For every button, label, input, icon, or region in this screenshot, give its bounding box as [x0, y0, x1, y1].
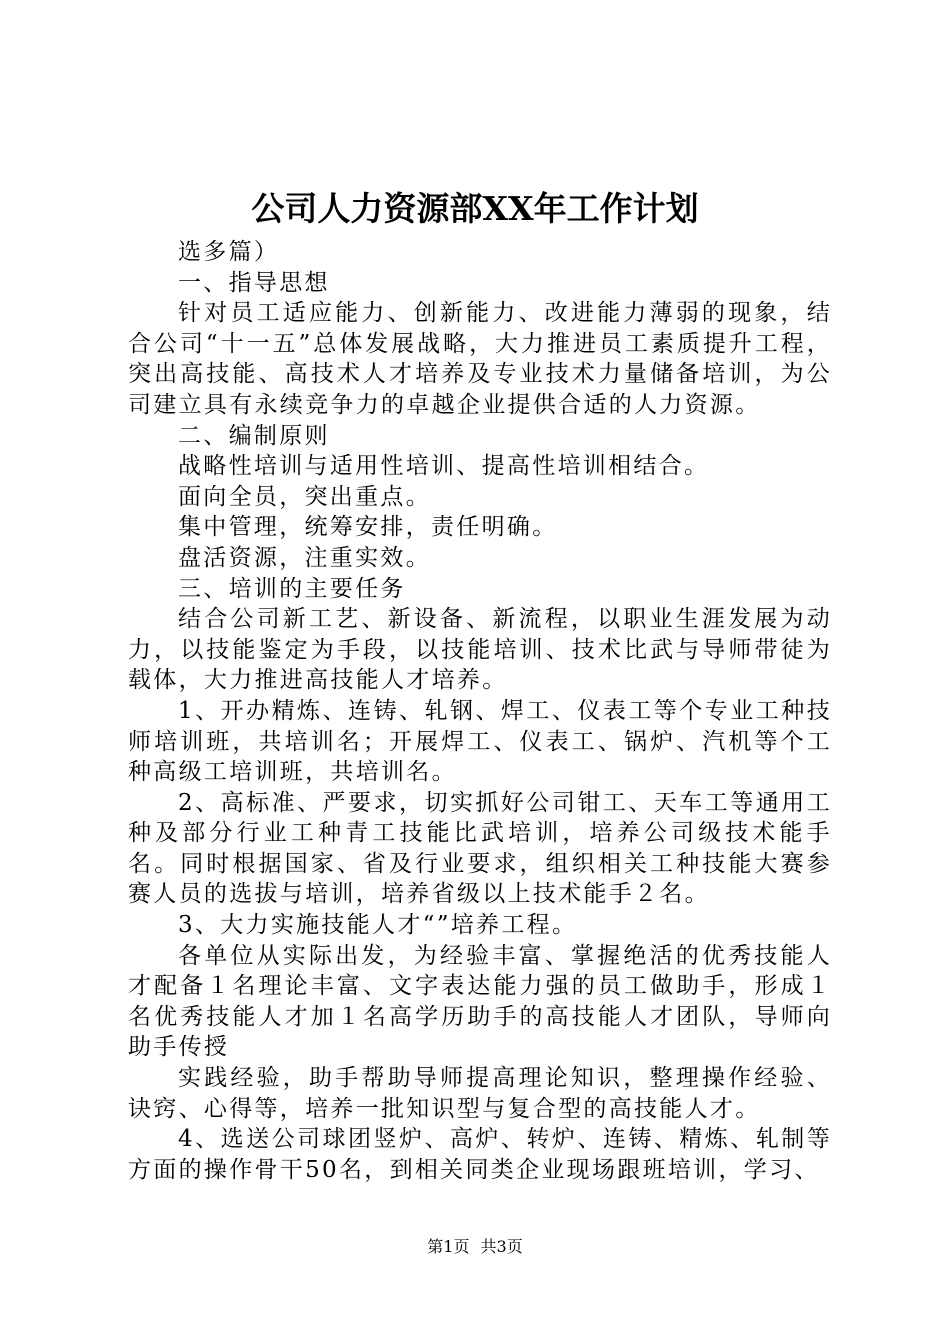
document-body [128, 237, 832, 1185]
paragraph-principle-2: 面向全员，突出重点。 [178, 483, 431, 510]
section-heading-main-tasks: 三、培训的主要任务 [178, 575, 406, 602]
paragraph-task-1: 1、开办精炼、连铸、轧钢、焊工、仪表工等个专业工种技师培训班，共培训名；开展焊工、仪表工、锅炉、汽机等个工种高级工培训班，共培训名。 [128, 697, 832, 786]
paragraph-principle-1: 战略性培训与适用性培训、提高性培训相结合。 [178, 453, 710, 480]
page-number-label: 第1页 [427, 1237, 470, 1256]
paragraph-task-3: 3、大力实施技能人才“”培养工程。 [178, 912, 578, 939]
paragraph-task-3-detail: 各单位从实际出发，为经验丰富、掌握绝活的优秀技能人才配备１名理论丰富、文字表达能力强的员工做助手，形成１名优秀技能人才加１名高学历助手的高技能人才团队，导师向助手传授 [128, 942, 832, 1061]
paragraph-task-4: 4、选送公司球团竖炉、高炉、转炉、连铸、精炼、轧制等方面的操作骨干50名，到相关同类企业现场跟班培训，学习、 [128, 1126, 832, 1183]
section-heading-principles: 二、编制原则 [178, 422, 330, 449]
paragraph-main-tasks-intro: 结合公司新工艺、新设备、新流程，以职业生涯发展为动力，以技能鉴定为手段，以技能培训、技术比武与导师带徒为载体，大力推进高技能人才培养。 [128, 606, 832, 694]
paragraph-task-2: 2、高标准、严要求，切实抓好公司钳工、天车工等通用工种及部分行业工种青工技能比武培训，培养公司级技术能手名。同时根据国家、省及行业要求，组织相关工种技能大赛参赛人员的选拔与培训，培养省级以上技术能手２名。 [128, 789, 832, 908]
paragraph-principle-4: 盘活资源，注重实效。 [178, 544, 431, 571]
paragraph-guiding-thought: 针对员工适应能力、创新能力、改进能力薄弱的现象，结合公司“十一五”总体发展战略，大力推进员工素质提升工程，突出高技能、高技术人才培养及专业技术力量储备培训，为公司建立具有永续竞争力的卓越企业提供合适的人力资源。 [128, 300, 832, 418]
page-total-label: 共3页 [480, 1237, 523, 1256]
page-footer [0, 1237, 950, 1257]
document-title: 公司人力资源部XX年工作计划 [251, 189, 699, 228]
paragraph-principle-3: 集中管理，统筹安排，责任明确。 [178, 514, 558, 541]
section-heading-guiding-thought: 一、指导思想 [178, 269, 330, 296]
paragraph-task-3-practice: 实践经验，助手帮助导师提高理论知识，整理操作经验、诀窍、心得等，培养一批知识型与复合型的高技能人才。 [128, 1065, 832, 1122]
paragraph-subtitle-note: 选多篇） [178, 239, 280, 265]
